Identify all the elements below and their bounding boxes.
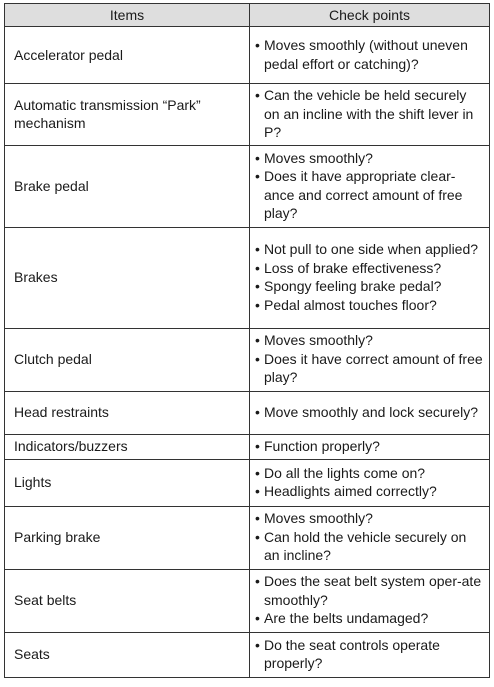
item-cell: Accelerator pedal: [5, 27, 250, 84]
inspection-checklist-table: [4, 3, 490, 678]
check-point: • Move smoothly and lock securely?: [255, 403, 485, 422]
check-point: • Does the seat belt system oper-ate smoothly?: [255, 572, 485, 609]
table-row: [5, 391, 490, 434]
check-point: • Do all the lights come on?: [255, 464, 485, 483]
item-cell: Brakes: [5, 227, 250, 328]
check-point: • Can the vehicle be held securely on an incline with the shift lever in P?: [255, 86, 485, 142]
check-point: • Moves smoothly (without uneven pedal effort or catching)?: [255, 36, 485, 73]
check-points-cell: [250, 84, 490, 146]
check-points-list: [255, 636, 485, 673]
check-points-list: [255, 240, 485, 314]
header-row: [5, 4, 490, 27]
check-points-cell: [250, 328, 490, 391]
header-items: Items: [5, 4, 250, 27]
check-points-cell: [250, 632, 490, 677]
table-row: [5, 84, 490, 146]
check-point: • Can hold the vehicle securely on an incline?: [255, 528, 485, 565]
check-points-cell: [250, 434, 490, 459]
check-points-list: [255, 331, 485, 387]
item-cell: Indicators/buzzers: [5, 434, 250, 459]
table-row: [5, 328, 490, 391]
check-point: • Function properly?: [255, 437, 485, 456]
table-row: [5, 632, 490, 677]
check-point: • Spongy feeling brake pedal?: [255, 277, 485, 296]
item-cell: Head restraints: [5, 391, 250, 434]
table-row: [5, 459, 490, 506]
check-points-list: [255, 572, 485, 628]
check-point: • Does it have correct amount of free play?: [255, 350, 485, 387]
check-points-cell: [250, 145, 490, 227]
check-point: • Moves smoothly?: [255, 149, 485, 168]
check-point: • Are the belts undamaged?: [255, 609, 485, 628]
table-row: [5, 569, 490, 632]
item-cell: Automatic transmission “Park” mechanism: [5, 84, 250, 146]
item-cell: Parking brake: [5, 506, 250, 569]
check-points-list: [255, 437, 485, 456]
table-row: [5, 145, 490, 227]
check-points-list: [255, 149, 485, 223]
check-points-cell: [250, 391, 490, 434]
check-points-cell: [250, 227, 490, 328]
check-points-cell: [250, 506, 490, 569]
check-points-cell: [250, 569, 490, 632]
check-points-list: [255, 509, 485, 565]
table-row: [5, 227, 490, 328]
check-points-list: [255, 464, 485, 501]
check-point: • Does it have appropriate clear-ance and correct amount of free play?: [255, 167, 485, 223]
check-point: • Do the seat controls operate properly?: [255, 636, 485, 673]
check-point: • Pedal almost touches floor?: [255, 296, 485, 315]
item-cell: Brake pedal: [5, 145, 250, 227]
check-points-list: [255, 36, 485, 73]
table-header: [5, 4, 490, 27]
item-cell: Seats: [5, 632, 250, 677]
check-point: • Not pull to one side when applied?: [255, 240, 485, 259]
item-cell: Clutch pedal: [5, 328, 250, 391]
check-points-list: [255, 86, 485, 142]
table-row: [5, 434, 490, 459]
table-row: [5, 27, 490, 84]
check-points-cell: [250, 459, 490, 506]
check-points-list: [255, 403, 485, 422]
check-point: • Moves smoothly?: [255, 331, 485, 350]
header-check-points: Check points: [250, 4, 490, 27]
check-point: • Moves smoothly?: [255, 509, 485, 528]
check-point: • Loss of brake effectiveness?: [255, 259, 485, 278]
item-cell: Seat belts: [5, 569, 250, 632]
check-point: • Headlights aimed correctly?: [255, 482, 485, 501]
table-body: [5, 27, 490, 678]
table-row: [5, 506, 490, 569]
item-cell: Lights: [5, 459, 250, 506]
check-points-cell: [250, 27, 490, 84]
